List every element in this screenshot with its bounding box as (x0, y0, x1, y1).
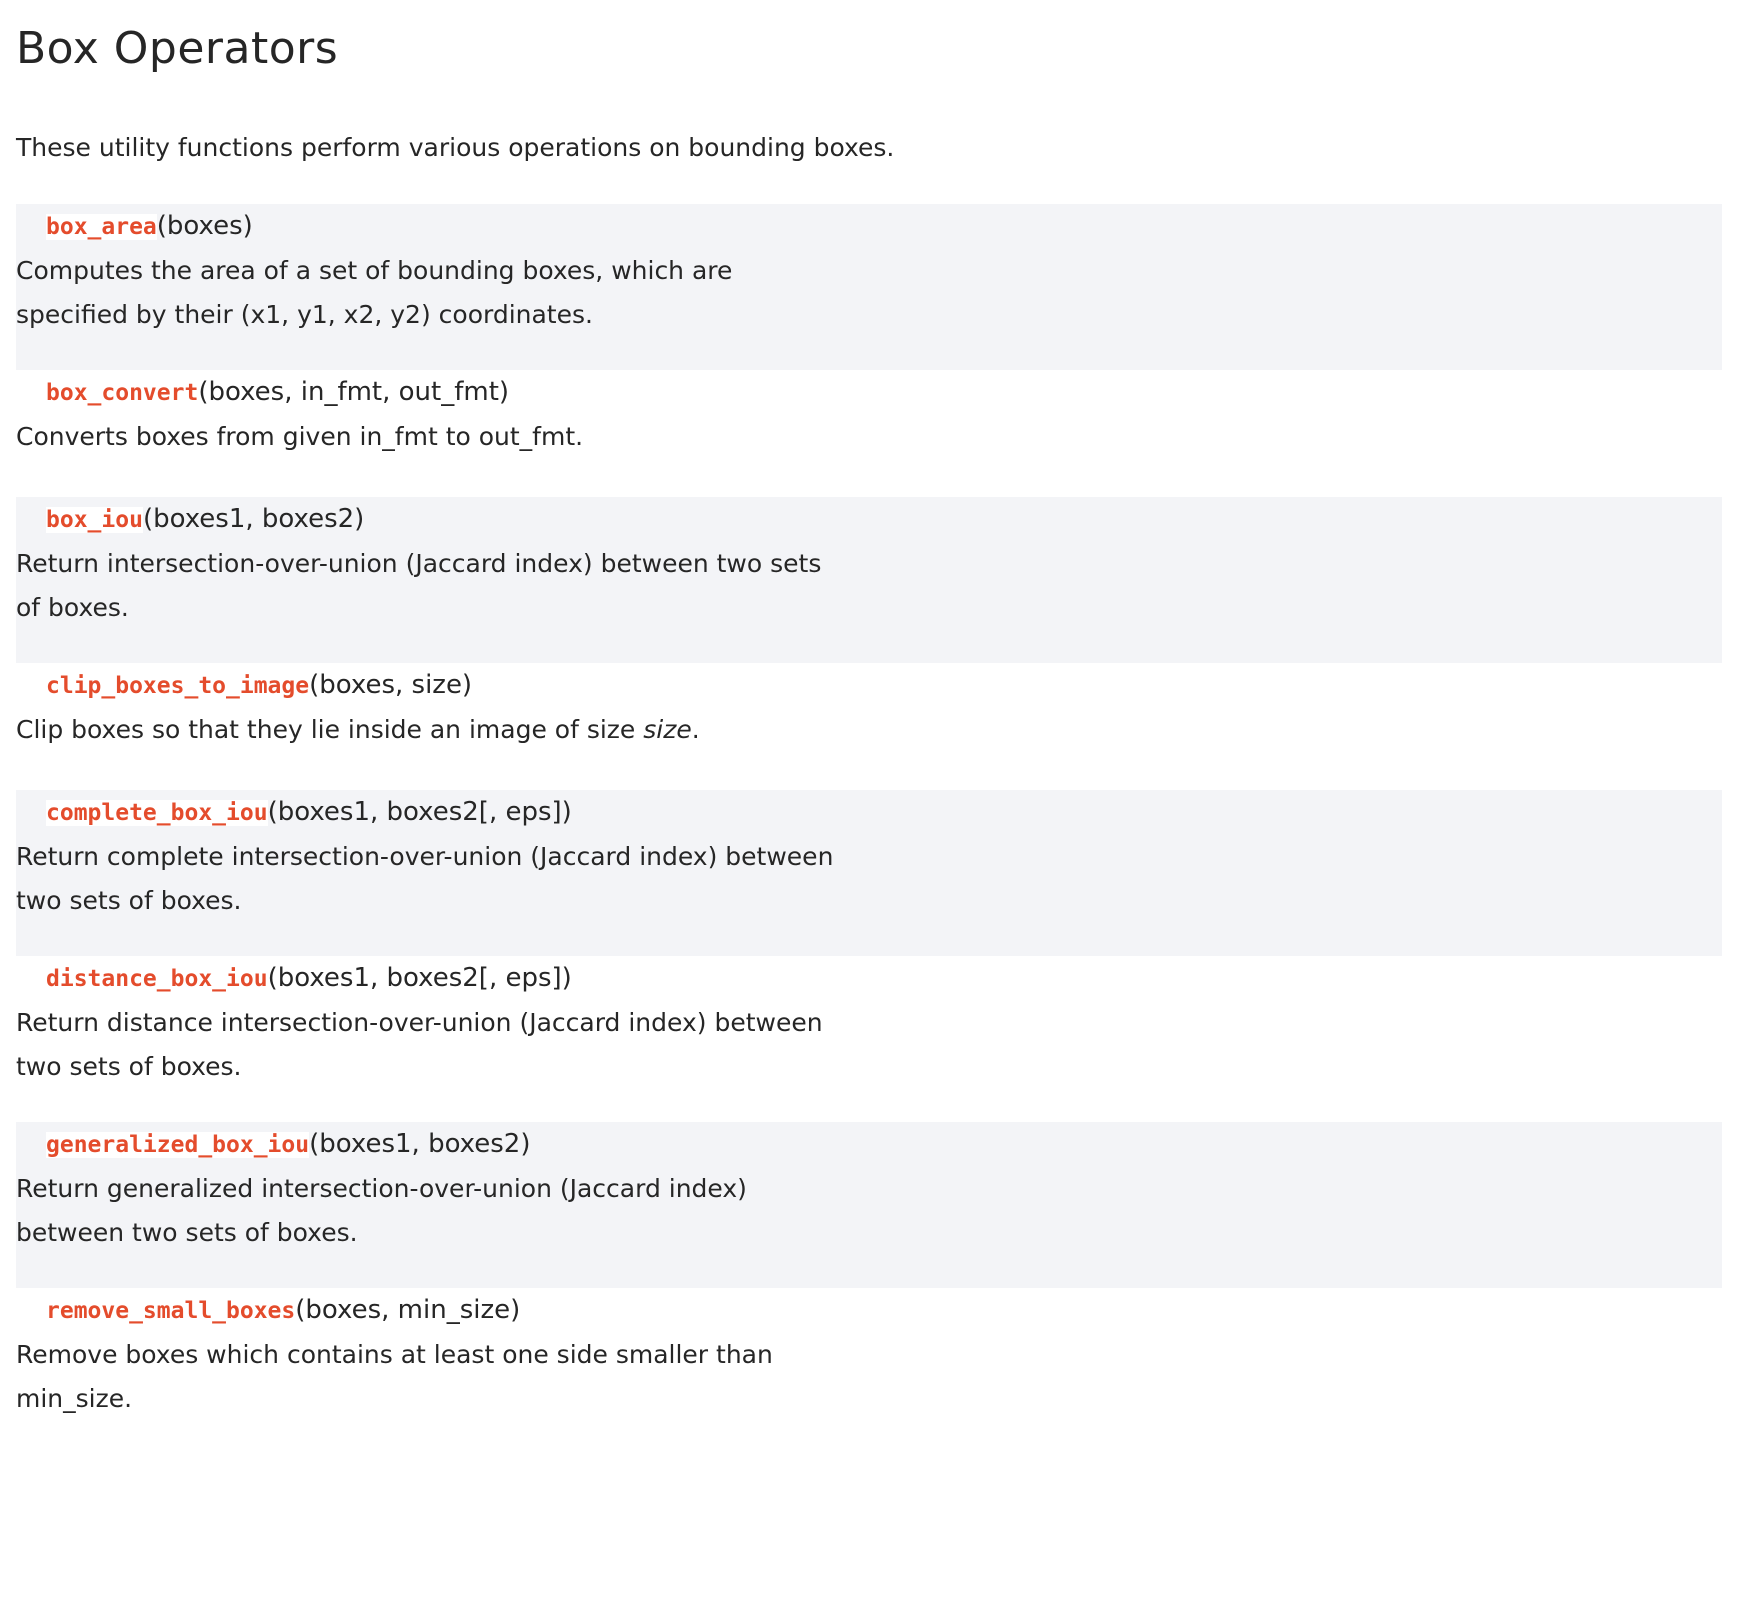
table-row-remove-small-boxes (16, 1288, 1722, 1454)
description-cell: Computes the area of a set of bounding boxes, which are specified by their (x1, y1, x2, y2) coordinates. (16, 256, 733, 329)
table-row-clip-boxes-to-image (16, 663, 1722, 790)
table-row-generalized-box-iou (16, 1122, 1722, 1288)
signature-cell (16, 497, 929, 542)
function-link-box-iou[interactable]: box_iou (46, 507, 143, 533)
description-cell: Converts boxes from given in_fmt to out_fmt. (16, 422, 584, 451)
page-title: Box Operators (16, 23, 339, 74)
description-emphasis: size (643, 715, 692, 744)
table-row-box-iou (16, 497, 1722, 663)
signature-cell (16, 1122, 929, 1167)
signature-cell (16, 1288, 929, 1333)
function-args: (boxes1, boxes2[, eps]) (267, 963, 572, 993)
description-cell: Return intersection-over-union (Jaccard index) between two sets of boxes. (16, 549, 822, 622)
function-args: (boxes, in_fmt, out_fmt) (198, 377, 510, 407)
table-row-distance-box-iou (16, 956, 1722, 1122)
function-args: (boxes1, boxes2) (309, 1129, 531, 1159)
function-link-complete-box-iou[interactable]: complete_box_iou (46, 800, 268, 826)
description-cell: Return generalized intersection-over-union (Jaccard index) between two sets of boxes. (16, 1174, 747, 1247)
description-tail: . (691, 715, 700, 744)
page-intro: These utility functions perform various operations on bounding boxes. (16, 133, 895, 162)
description-cell (16, 708, 869, 752)
function-link-generalized-box-iou[interactable]: generalized_box_iou (46, 1132, 310, 1158)
function-args: (boxes, min_size) (295, 1295, 521, 1325)
function-args: (boxes1, boxes2[, eps]) (267, 797, 572, 827)
signature-cell (16, 204, 929, 249)
signature-cell (16, 370, 929, 415)
description-text: Clip boxes so that they lie inside an image of size (16, 715, 644, 744)
functions-summary-table (16, 204, 1722, 1454)
function-link-box-area[interactable]: box_area (46, 214, 157, 240)
table-row-box-area (16, 204, 1722, 370)
function-link-distance-box-iou[interactable]: distance_box_iou (46, 966, 268, 992)
function-link-remove-small-boxes[interactable]: remove_small_boxes (46, 1298, 296, 1324)
function-args: (boxes) (156, 211, 253, 241)
description-cell: Return distance intersection-over-union (Jaccard index) between two sets of boxes. (16, 1008, 823, 1081)
signature-cell (16, 790, 929, 835)
table-row-complete-box-iou (16, 790, 1722, 956)
function-args: (boxes1, boxes2) (142, 504, 365, 534)
function-link-box-convert[interactable]: box_convert (46, 380, 199, 406)
function-link-clip-boxes-to-image[interactable]: clip_boxes_to_image (46, 673, 310, 699)
table-row-box-convert (16, 370, 1722, 497)
function-args: (boxes, size) (309, 670, 473, 700)
signature-cell (16, 663, 929, 708)
description-cell: Remove boxes which contains at least one side smaller than min_size. (16, 1340, 773, 1413)
page-content (16, 0, 1722, 1413)
description-cell: Return complete intersection-over-union (Jaccard index) between two sets of boxes. (16, 842, 834, 915)
signature-cell (16, 956, 929, 1001)
